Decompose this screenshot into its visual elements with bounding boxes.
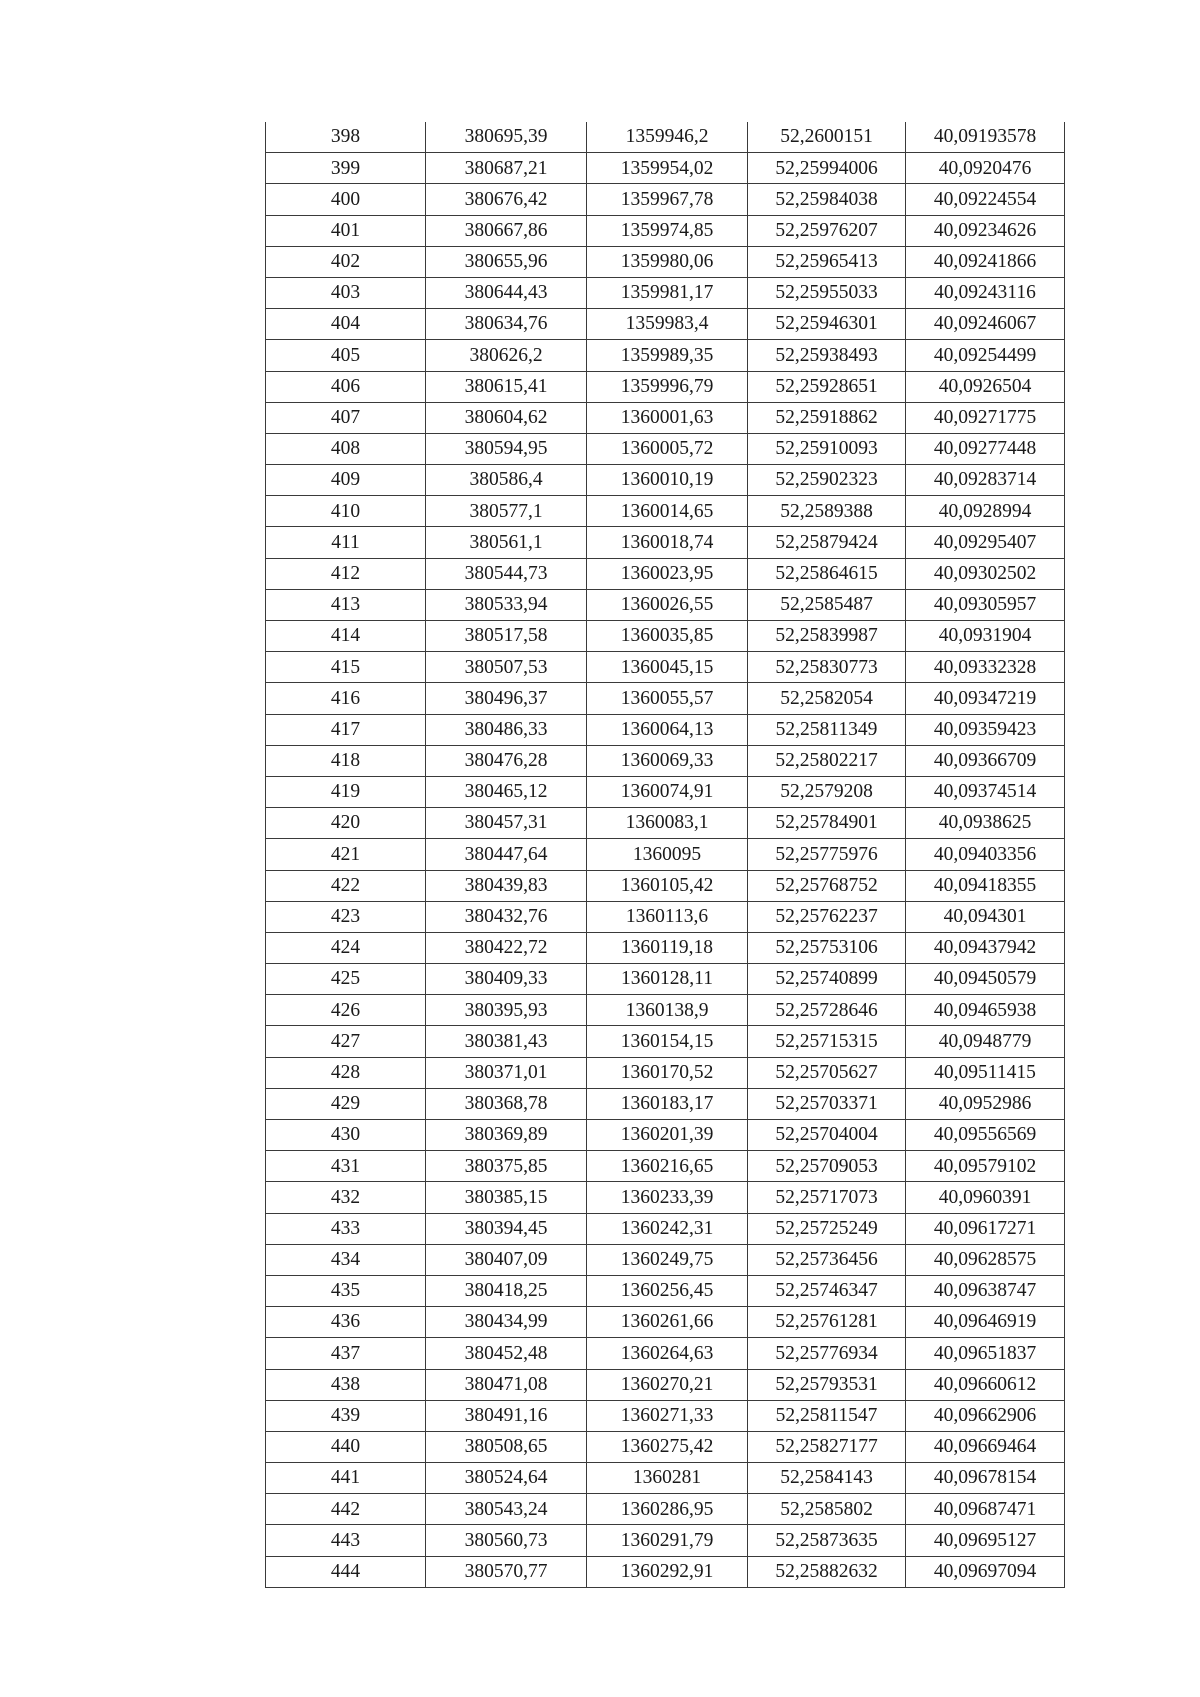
latitude-cell: 52,25811547 <box>748 1400 906 1431</box>
y-coordinate-cell: 1360256,45 <box>587 1275 748 1306</box>
table-row <box>266 901 1065 932</box>
point-number-cell: 403 <box>266 277 426 308</box>
x-coordinate-cell: 380604,62 <box>426 402 587 433</box>
y-coordinate-cell: 1360026,55 <box>587 589 748 620</box>
longitude-cell: 40,0952986 <box>906 1088 1065 1119</box>
latitude-cell: 52,2579208 <box>748 776 906 807</box>
point-number-cell: 411 <box>266 527 426 558</box>
y-coordinate-cell: 1360292,91 <box>587 1556 748 1587</box>
y-coordinate-cell: 1360261,66 <box>587 1307 748 1338</box>
x-coordinate-cell: 380381,43 <box>426 1026 587 1057</box>
x-coordinate-cell: 380667,86 <box>426 215 587 246</box>
x-coordinate-cell: 380560,73 <box>426 1525 587 1556</box>
latitude-cell: 52,25709053 <box>748 1151 906 1182</box>
table-row <box>266 496 1065 527</box>
table-row <box>266 153 1065 184</box>
point-number-cell: 423 <box>266 901 426 932</box>
x-coordinate-cell: 380615,41 <box>426 371 587 402</box>
table-row <box>266 652 1065 683</box>
y-coordinate-cell: 1360264,63 <box>587 1338 748 1369</box>
latitude-cell: 52,25715315 <box>748 1026 906 1057</box>
y-coordinate-cell: 1360183,17 <box>587 1088 748 1119</box>
latitude-cell: 52,25984038 <box>748 184 906 215</box>
longitude-cell: 40,09465938 <box>906 995 1065 1026</box>
x-coordinate-cell: 380644,43 <box>426 277 587 308</box>
x-coordinate-cell: 380570,77 <box>426 1556 587 1587</box>
x-coordinate-cell: 380561,1 <box>426 527 587 558</box>
x-coordinate-cell: 380486,33 <box>426 714 587 745</box>
longitude-cell: 40,09697094 <box>906 1556 1065 1587</box>
x-coordinate-cell: 380687,21 <box>426 153 587 184</box>
y-coordinate-cell: 1360291,79 <box>587 1525 748 1556</box>
latitude-cell: 52,2584143 <box>748 1463 906 1494</box>
y-coordinate-cell: 1360074,91 <box>587 776 748 807</box>
y-coordinate-cell: 1360281 <box>587 1463 748 1494</box>
y-coordinate-cell: 1360271,33 <box>587 1400 748 1431</box>
point-number-cell: 419 <box>266 776 426 807</box>
longitude-cell: 40,09246067 <box>906 309 1065 340</box>
table-row <box>266 1400 1065 1431</box>
longitude-cell: 40,09617271 <box>906 1213 1065 1244</box>
latitude-cell: 52,25873635 <box>748 1525 906 1556</box>
y-coordinate-cell: 1360270,21 <box>587 1369 748 1400</box>
x-coordinate-cell: 380447,64 <box>426 839 587 870</box>
y-coordinate-cell: 1360242,31 <box>587 1213 748 1244</box>
point-number-cell: 436 <box>266 1307 426 1338</box>
latitude-cell: 52,25839987 <box>748 621 906 652</box>
table-row <box>266 1182 1065 1213</box>
longitude-cell: 40,09437942 <box>906 932 1065 963</box>
table-row <box>266 1213 1065 1244</box>
y-coordinate-cell: 1360018,74 <box>587 527 748 558</box>
y-coordinate-cell: 1360095 <box>587 839 748 870</box>
longitude-cell: 40,09403356 <box>906 839 1065 870</box>
x-coordinate-cell: 380544,73 <box>426 558 587 589</box>
point-number-cell: 442 <box>266 1494 426 1525</box>
y-coordinate-cell: 1360069,33 <box>587 745 748 776</box>
x-coordinate-cell: 380385,15 <box>426 1182 587 1213</box>
point-number-cell: 413 <box>266 589 426 620</box>
table-row <box>266 433 1065 464</box>
latitude-cell: 52,25740899 <box>748 964 906 995</box>
point-number-cell: 439 <box>266 1400 426 1431</box>
x-coordinate-cell: 380676,42 <box>426 184 587 215</box>
x-coordinate-cell: 380471,08 <box>426 1369 587 1400</box>
point-number-cell: 435 <box>266 1275 426 1306</box>
table-row <box>266 340 1065 371</box>
longitude-cell: 40,09511415 <box>906 1057 1065 1088</box>
latitude-cell: 52,25728646 <box>748 995 906 1026</box>
table-row <box>266 1275 1065 1306</box>
y-coordinate-cell: 1359996,79 <box>587 371 748 402</box>
x-coordinate-cell: 380533,94 <box>426 589 587 620</box>
point-number-cell: 414 <box>266 621 426 652</box>
x-coordinate-cell: 380594,95 <box>426 433 587 464</box>
x-coordinate-cell: 380586,4 <box>426 465 587 496</box>
latitude-cell: 52,25928651 <box>748 371 906 402</box>
longitude-cell: 40,09254499 <box>906 340 1065 371</box>
latitude-cell: 52,25717073 <box>748 1182 906 1213</box>
table-row <box>266 1431 1065 1462</box>
x-coordinate-cell: 380655,96 <box>426 246 587 277</box>
table-row <box>266 184 1065 215</box>
x-coordinate-cell: 380395,93 <box>426 995 587 1026</box>
latitude-cell: 52,25776934 <box>748 1338 906 1369</box>
point-number-cell: 426 <box>266 995 426 1026</box>
y-coordinate-cell: 1360010,19 <box>587 465 748 496</box>
longitude-cell: 40,09305957 <box>906 589 1065 620</box>
x-coordinate-cell: 380439,83 <box>426 870 587 901</box>
point-number-cell: 415 <box>266 652 426 683</box>
longitude-cell: 40,09243116 <box>906 277 1065 308</box>
point-number-cell: 429 <box>266 1088 426 1119</box>
x-coordinate-cell: 380422,72 <box>426 932 587 963</box>
longitude-cell: 40,0928994 <box>906 496 1065 527</box>
table-row <box>266 1151 1065 1182</box>
longitude-cell: 40,09556569 <box>906 1120 1065 1151</box>
latitude-cell: 52,25762237 <box>748 901 906 932</box>
table-row <box>266 246 1065 277</box>
x-coordinate-cell: 380394,45 <box>426 1213 587 1244</box>
table-row <box>266 1307 1065 1338</box>
point-number-cell: 421 <box>266 839 426 870</box>
x-coordinate-cell: 380626,2 <box>426 340 587 371</box>
x-coordinate-cell: 380465,12 <box>426 776 587 807</box>
point-number-cell: 407 <box>266 402 426 433</box>
point-number-cell: 440 <box>266 1431 426 1462</box>
latitude-cell: 52,25918862 <box>748 402 906 433</box>
table-row <box>266 932 1065 963</box>
point-number-cell: 424 <box>266 932 426 963</box>
longitude-cell: 40,09241866 <box>906 246 1065 277</box>
point-number-cell: 430 <box>266 1120 426 1151</box>
x-coordinate-cell: 380491,16 <box>426 1400 587 1431</box>
x-coordinate-cell: 380524,64 <box>426 1463 587 1494</box>
latitude-cell: 52,2600151 <box>748 122 906 153</box>
y-coordinate-cell: 1360154,15 <box>587 1026 748 1057</box>
x-coordinate-cell: 380543,24 <box>426 1494 587 1525</box>
coordinates-table <box>265 122 1065 1588</box>
point-number-cell: 408 <box>266 433 426 464</box>
y-coordinate-cell: 1360001,63 <box>587 402 748 433</box>
y-coordinate-cell: 1359989,35 <box>587 340 748 371</box>
table-row <box>266 122 1065 153</box>
x-coordinate-cell: 380418,25 <box>426 1275 587 1306</box>
x-coordinate-cell: 380375,85 <box>426 1151 587 1182</box>
longitude-cell: 40,09638747 <box>906 1275 1065 1306</box>
table-row <box>266 277 1065 308</box>
x-coordinate-cell: 380695,39 <box>426 122 587 153</box>
latitude-cell: 52,25864615 <box>748 558 906 589</box>
latitude-cell: 52,25879424 <box>748 527 906 558</box>
latitude-cell: 52,25955033 <box>748 277 906 308</box>
y-coordinate-cell: 1360233,39 <box>587 1182 748 1213</box>
latitude-cell: 52,25725249 <box>748 1213 906 1244</box>
longitude-cell: 40,09669464 <box>906 1431 1065 1462</box>
longitude-cell: 40,09271775 <box>906 402 1065 433</box>
table-row <box>266 870 1065 901</box>
latitude-cell: 52,25902323 <box>748 465 906 496</box>
table-row <box>266 309 1065 340</box>
y-coordinate-cell: 1360275,42 <box>587 1431 748 1462</box>
y-coordinate-cell: 1359983,4 <box>587 309 748 340</box>
point-number-cell: 420 <box>266 808 426 839</box>
longitude-cell: 40,09359423 <box>906 714 1065 745</box>
y-coordinate-cell: 1359974,85 <box>587 215 748 246</box>
x-coordinate-cell: 380457,31 <box>426 808 587 839</box>
y-coordinate-cell: 1360055,57 <box>587 683 748 714</box>
y-coordinate-cell: 1360005,72 <box>587 433 748 464</box>
point-number-cell: 412 <box>266 558 426 589</box>
table-row <box>266 995 1065 1026</box>
point-number-cell: 405 <box>266 340 426 371</box>
latitude-cell: 52,25761281 <box>748 1307 906 1338</box>
table-row <box>266 745 1065 776</box>
point-number-cell: 418 <box>266 745 426 776</box>
longitude-cell: 40,09302502 <box>906 558 1065 589</box>
latitude-cell: 52,2585802 <box>748 1494 906 1525</box>
point-number-cell: 399 <box>266 153 426 184</box>
y-coordinate-cell: 1359946,2 <box>587 122 748 153</box>
table-row <box>266 964 1065 995</box>
point-number-cell: 417 <box>266 714 426 745</box>
latitude-cell: 52,25775976 <box>748 839 906 870</box>
point-number-cell: 437 <box>266 1338 426 1369</box>
table-row <box>266 589 1065 620</box>
latitude-cell: 52,25753106 <box>748 932 906 963</box>
table-row <box>266 1369 1065 1400</box>
point-number-cell: 400 <box>266 184 426 215</box>
latitude-cell: 52,25746347 <box>748 1275 906 1306</box>
longitude-cell: 40,09662906 <box>906 1400 1065 1431</box>
latitude-cell: 52,2589388 <box>748 496 906 527</box>
table-row <box>266 776 1065 807</box>
table-row <box>266 1244 1065 1275</box>
table-row <box>266 1088 1065 1119</box>
latitude-cell: 52,25768752 <box>748 870 906 901</box>
x-coordinate-cell: 380452,48 <box>426 1338 587 1369</box>
longitude-cell: 40,09651837 <box>906 1338 1065 1369</box>
point-number-cell: 432 <box>266 1182 426 1213</box>
y-coordinate-cell: 1359980,06 <box>587 246 748 277</box>
longitude-cell: 40,09283714 <box>906 465 1065 496</box>
y-coordinate-cell: 1360113,6 <box>587 901 748 932</box>
longitude-cell: 40,09687471 <box>906 1494 1065 1525</box>
y-coordinate-cell: 1360119,18 <box>587 932 748 963</box>
longitude-cell: 40,09418355 <box>906 870 1065 901</box>
y-coordinate-cell: 1360286,95 <box>587 1494 748 1525</box>
latitude-cell: 52,25938493 <box>748 340 906 371</box>
x-coordinate-cell: 380476,28 <box>426 745 587 776</box>
latitude-cell: 52,25976207 <box>748 215 906 246</box>
x-coordinate-cell: 380507,53 <box>426 652 587 683</box>
point-number-cell: 402 <box>266 246 426 277</box>
latitude-cell: 52,25736456 <box>748 1244 906 1275</box>
table-row <box>266 402 1065 433</box>
table-row <box>266 714 1065 745</box>
point-number-cell: 398 <box>266 122 426 153</box>
table-row <box>266 839 1065 870</box>
point-number-cell: 409 <box>266 465 426 496</box>
longitude-cell: 40,09374514 <box>906 776 1065 807</box>
y-coordinate-cell: 1360083,1 <box>587 808 748 839</box>
table-row <box>266 465 1065 496</box>
table-row <box>266 1556 1065 1587</box>
x-coordinate-cell: 380368,78 <box>426 1088 587 1119</box>
y-coordinate-cell: 1360216,65 <box>587 1151 748 1182</box>
table-row <box>266 1494 1065 1525</box>
point-number-cell: 428 <box>266 1057 426 1088</box>
point-number-cell: 441 <box>266 1463 426 1494</box>
latitude-cell: 52,25703371 <box>748 1088 906 1119</box>
table-row <box>266 1338 1065 1369</box>
longitude-cell: 40,09695127 <box>906 1525 1065 1556</box>
table-row <box>266 1463 1065 1494</box>
y-coordinate-cell: 1360128,11 <box>587 964 748 995</box>
x-coordinate-cell: 380517,58 <box>426 621 587 652</box>
longitude-cell: 40,09234626 <box>906 215 1065 246</box>
y-coordinate-cell: 1360105,42 <box>587 870 748 901</box>
longitude-cell: 40,0931904 <box>906 621 1065 652</box>
x-coordinate-cell: 380577,1 <box>426 496 587 527</box>
longitude-cell: 40,09660612 <box>906 1369 1065 1400</box>
y-coordinate-cell: 1360064,13 <box>587 714 748 745</box>
latitude-cell: 52,25882632 <box>748 1556 906 1587</box>
table-row <box>266 215 1065 246</box>
table-row <box>266 1120 1065 1151</box>
y-coordinate-cell: 1359954,02 <box>587 153 748 184</box>
point-number-cell: 431 <box>266 1151 426 1182</box>
point-number-cell: 444 <box>266 1556 426 1587</box>
y-coordinate-cell: 1360249,75 <box>587 1244 748 1275</box>
point-number-cell: 404 <box>266 309 426 340</box>
longitude-cell: 40,0960391 <box>906 1182 1065 1213</box>
x-coordinate-cell: 380409,33 <box>426 964 587 995</box>
table-row <box>266 808 1065 839</box>
latitude-cell: 52,2585487 <box>748 589 906 620</box>
latitude-cell: 52,25830773 <box>748 652 906 683</box>
longitude-cell: 40,09332328 <box>906 652 1065 683</box>
table-row <box>266 1057 1065 1088</box>
y-coordinate-cell: 1360014,65 <box>587 496 748 527</box>
latitude-cell: 52,25802217 <box>748 745 906 776</box>
latitude-cell: 52,25811349 <box>748 714 906 745</box>
longitude-cell: 40,09224554 <box>906 184 1065 215</box>
longitude-cell: 40,09347219 <box>906 683 1065 714</box>
latitude-cell: 52,2582054 <box>748 683 906 714</box>
table-row <box>266 558 1065 589</box>
point-number-cell: 434 <box>266 1244 426 1275</box>
point-number-cell: 416 <box>266 683 426 714</box>
point-number-cell: 406 <box>266 371 426 402</box>
latitude-cell: 52,25784901 <box>748 808 906 839</box>
y-coordinate-cell: 1359981,17 <box>587 277 748 308</box>
point-number-cell: 401 <box>266 215 426 246</box>
y-coordinate-cell: 1360035,85 <box>587 621 748 652</box>
y-coordinate-cell: 1360045,15 <box>587 652 748 683</box>
latitude-cell: 52,25704004 <box>748 1120 906 1151</box>
longitude-cell: 40,09366709 <box>906 745 1065 776</box>
longitude-cell: 40,09579102 <box>906 1151 1065 1182</box>
longitude-cell: 40,09678154 <box>906 1463 1065 1494</box>
point-number-cell: 425 <box>266 964 426 995</box>
x-coordinate-cell: 380369,89 <box>426 1120 587 1151</box>
longitude-cell: 40,0948779 <box>906 1026 1065 1057</box>
point-number-cell: 438 <box>266 1369 426 1400</box>
longitude-cell: 40,09646919 <box>906 1307 1065 1338</box>
table-row <box>266 371 1065 402</box>
latitude-cell: 52,25793531 <box>748 1369 906 1400</box>
x-coordinate-cell: 380407,09 <box>426 1244 587 1275</box>
latitude-cell: 52,25946301 <box>748 309 906 340</box>
y-coordinate-cell: 1359967,78 <box>587 184 748 215</box>
y-coordinate-cell: 1360023,95 <box>587 558 748 589</box>
point-number-cell: 433 <box>266 1213 426 1244</box>
table-row <box>266 527 1065 558</box>
table-row <box>266 683 1065 714</box>
longitude-cell: 40,094301 <box>906 901 1065 932</box>
longitude-cell: 40,09193578 <box>906 122 1065 153</box>
point-number-cell: 443 <box>266 1525 426 1556</box>
latitude-cell: 52,25965413 <box>748 246 906 277</box>
y-coordinate-cell: 1360138,9 <box>587 995 748 1026</box>
longitude-cell: 40,0926504 <box>906 371 1065 402</box>
longitude-cell: 40,09277448 <box>906 433 1065 464</box>
table-row <box>266 621 1065 652</box>
point-number-cell: 410 <box>266 496 426 527</box>
coordinates-table-body <box>266 122 1065 1587</box>
x-coordinate-cell: 380371,01 <box>426 1057 587 1088</box>
table-row <box>266 1026 1065 1057</box>
x-coordinate-cell: 380508,65 <box>426 1431 587 1462</box>
longitude-cell: 40,09295407 <box>906 527 1065 558</box>
x-coordinate-cell: 380634,76 <box>426 309 587 340</box>
x-coordinate-cell: 380434,99 <box>426 1307 587 1338</box>
longitude-cell: 40,09450579 <box>906 964 1065 995</box>
x-coordinate-cell: 380432,76 <box>426 901 587 932</box>
latitude-cell: 52,25910093 <box>748 433 906 464</box>
point-number-cell: 427 <box>266 1026 426 1057</box>
table-row <box>266 1525 1065 1556</box>
latitude-cell: 52,25827177 <box>748 1431 906 1462</box>
latitude-cell: 52,25705627 <box>748 1057 906 1088</box>
longitude-cell: 40,09628575 <box>906 1244 1065 1275</box>
y-coordinate-cell: 1360201,39 <box>587 1120 748 1151</box>
longitude-cell: 40,0920476 <box>906 153 1065 184</box>
y-coordinate-cell: 1360170,52 <box>587 1057 748 1088</box>
x-coordinate-cell: 380496,37 <box>426 683 587 714</box>
latitude-cell: 52,25994006 <box>748 153 906 184</box>
point-number-cell: 422 <box>266 870 426 901</box>
longitude-cell: 40,0938625 <box>906 808 1065 839</box>
